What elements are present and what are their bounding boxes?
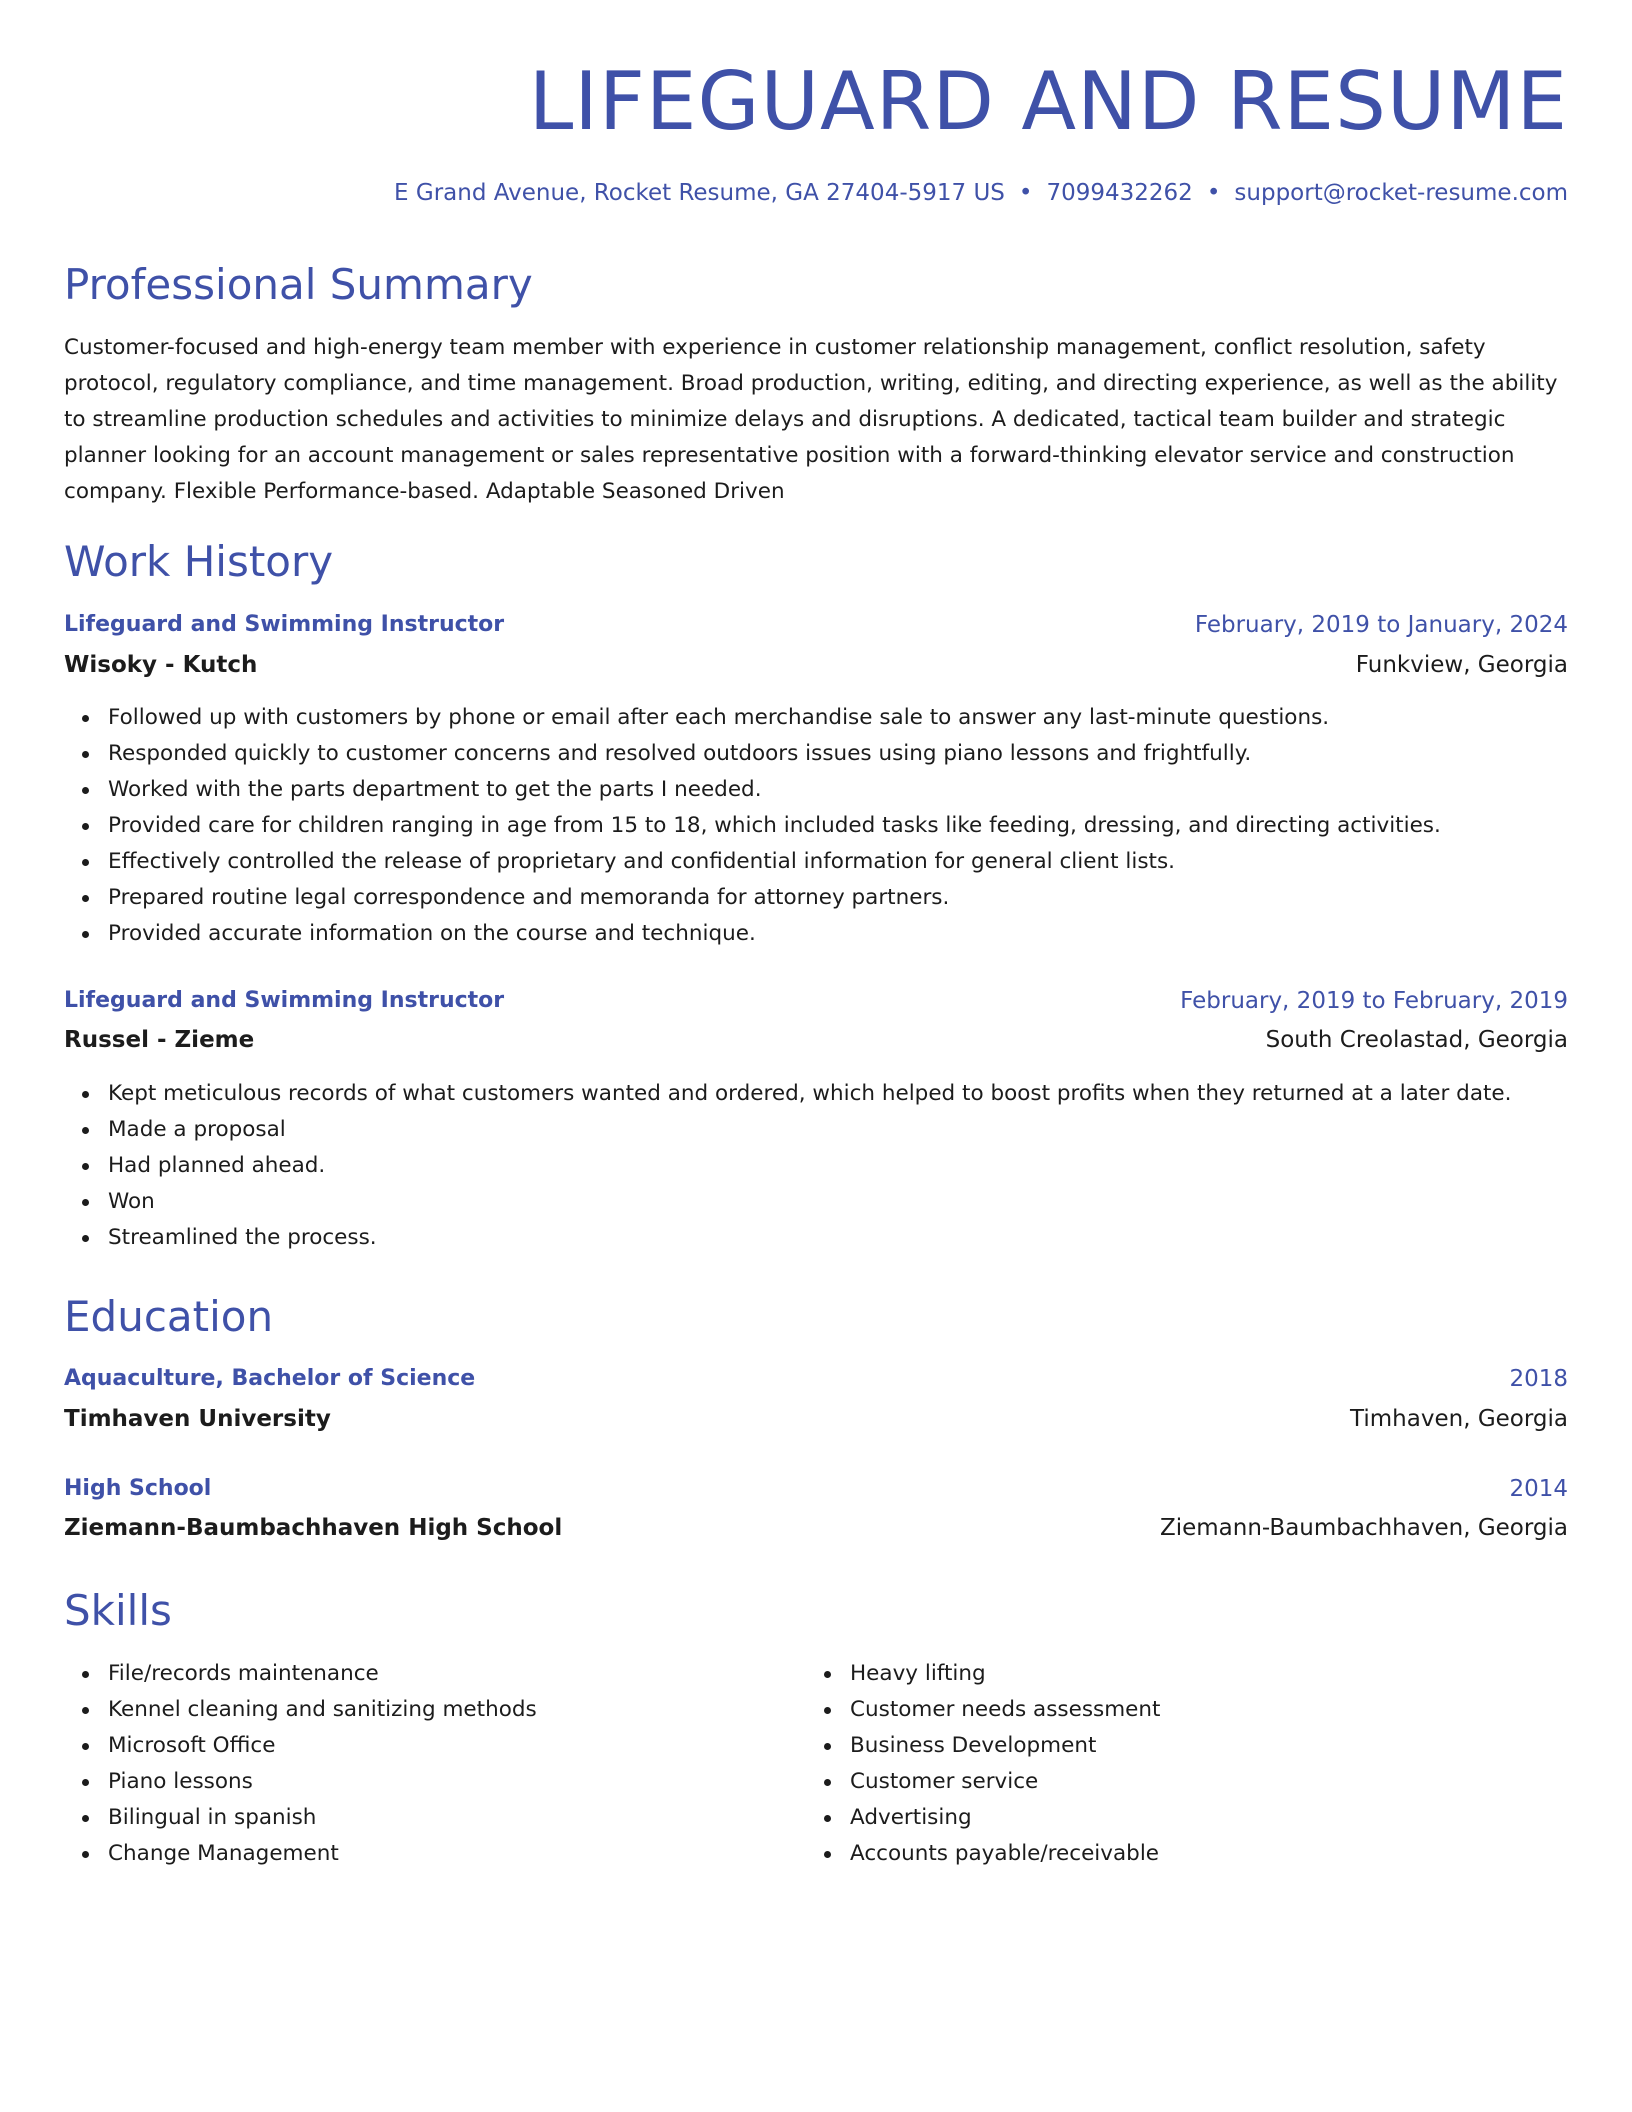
job-subheader (64, 1027, 1568, 1059)
section-title-work: Work History (64, 537, 334, 586)
job-location: South Creolastad, Georgia (1265, 1027, 1568, 1053)
job-company: Wisoky - Kutch (64, 652, 258, 678)
resume-name: LIFEGUARD AND RESUME (528, 55, 1568, 148)
education-location: Ziemann-Baumbachhaven, Georgia (1159, 1515, 1568, 1541)
education-degree: Aquaculture, Bachelor of Science (64, 1366, 476, 1391)
contact-separator: • (1206, 180, 1221, 206)
list-item: Effectively controlled the release of proprietary and confidential information for general client lists. (108, 844, 1441, 880)
job-header (64, 612, 1568, 644)
list-item: Provided care for children ranging in age from 15 to 18, which included tasks like feeding, dressing, and directing activities. (108, 808, 1441, 844)
skill-item: Kennel cleaning and sanitizing methods (108, 1692, 537, 1728)
list-item: Won (108, 1184, 1511, 1220)
education-header (64, 1366, 1568, 1398)
education-header (64, 1476, 1568, 1508)
list-item: Streamlined the process. (108, 1220, 1511, 1256)
skill-item: Bilingual in spanish (108, 1800, 537, 1836)
job-dates: February, 2019 to February, 2019 (1180, 988, 1568, 1014)
education-school: Timhaven University (64, 1406, 331, 1432)
list-item: Provided accurate information on the course and technique. (108, 916, 1441, 952)
job-location: Funkview, Georgia (1355, 652, 1568, 678)
skill-item: Business Development (850, 1728, 1160, 1764)
skill-item: Piano lessons (108, 1764, 537, 1800)
skill-item: Customer service (850, 1764, 1160, 1800)
skills-list-right (806, 1656, 1160, 1872)
education-year: 2018 (1509, 1366, 1568, 1392)
list-item: Had planned ahead. (108, 1148, 1511, 1184)
skill-item: Accounts payable/receivable (850, 1836, 1160, 1872)
list-item: Prepared routine legal correspondence and memoranda for attorney partners. (108, 880, 1441, 916)
education-year: 2014 (1509, 1476, 1568, 1502)
job-bullets (64, 700, 1441, 952)
summary-text: Customer-focused and high-energy team member with experience in customer relationship management, conflict resolution, safety protocol, regulatory compliance, and time management. Broad production, writing, editing, and directing experience, as well as the ability to streamline production schedules and activities to minimize delays and disruptions. A dedicated, tactical team builder and strategic planner looking for an account management or sales representative position with a forward-thinking elevator service and construction company. Flexible Performance-based. Adaptable Seasoned Driven (64, 335, 1558, 504)
list-item: Followed up with customers by phone or email after each merchandise sale to answer any last-minute questions. (108, 700, 1441, 736)
education-degree: High School (64, 1476, 212, 1501)
job-dates: February, 2019 to January, 2024 (1194, 612, 1568, 638)
list-item: Responded quickly to customer concerns and resolved outdoors issues using piano lessons and frightfully. (108, 736, 1441, 772)
contact-separator: • (1018, 180, 1033, 206)
skills-list-left (64, 1656, 537, 1872)
education-subheader (64, 1406, 1568, 1438)
section-title-skills: Skills (64, 1586, 172, 1635)
education-location: Timhaven, Georgia (1350, 1406, 1568, 1432)
contact-phone: 7099432262 (1046, 180, 1193, 206)
skill-item: Advertising (850, 1800, 1160, 1836)
job-role: Lifeguard and Swimming Instructor (64, 612, 505, 637)
education-subheader (64, 1515, 1568, 1547)
job-header (64, 988, 1568, 1020)
contact-email[interactable]: support@rocket-resume.com (1234, 180, 1568, 206)
job-bullets (64, 1076, 1511, 1256)
education-school: Ziemann-Baumbachhaven High School (64, 1515, 563, 1541)
list-item: Made a proposal (108, 1112, 1511, 1148)
skill-item: Change Management (108, 1836, 537, 1872)
skill-item: Heavy lifting (850, 1656, 1160, 1692)
skill-item: File/records maintenance (108, 1656, 537, 1692)
contact-line (394, 180, 1568, 206)
job-subheader (64, 652, 1568, 684)
skill-item: Customer needs assessment (850, 1692, 1160, 1728)
contact-address: E Grand Avenue, Rocket Resume, GA 27404-5917 US (394, 180, 1005, 206)
skill-item: Microsoft Office (108, 1728, 537, 1764)
section-title-summary: Professional Summary (64, 260, 533, 309)
list-item: Worked with the parts department to get the parts I needed. (108, 772, 1441, 808)
job-role: Lifeguard and Swimming Instructor (64, 988, 505, 1013)
section-title-education: Education (64, 1292, 274, 1341)
job-company: Russel - Zieme (64, 1027, 255, 1053)
list-item: Kept meticulous records of what customers wanted and ordered, which helped to boost profits when they returned at a later date. (108, 1076, 1511, 1112)
